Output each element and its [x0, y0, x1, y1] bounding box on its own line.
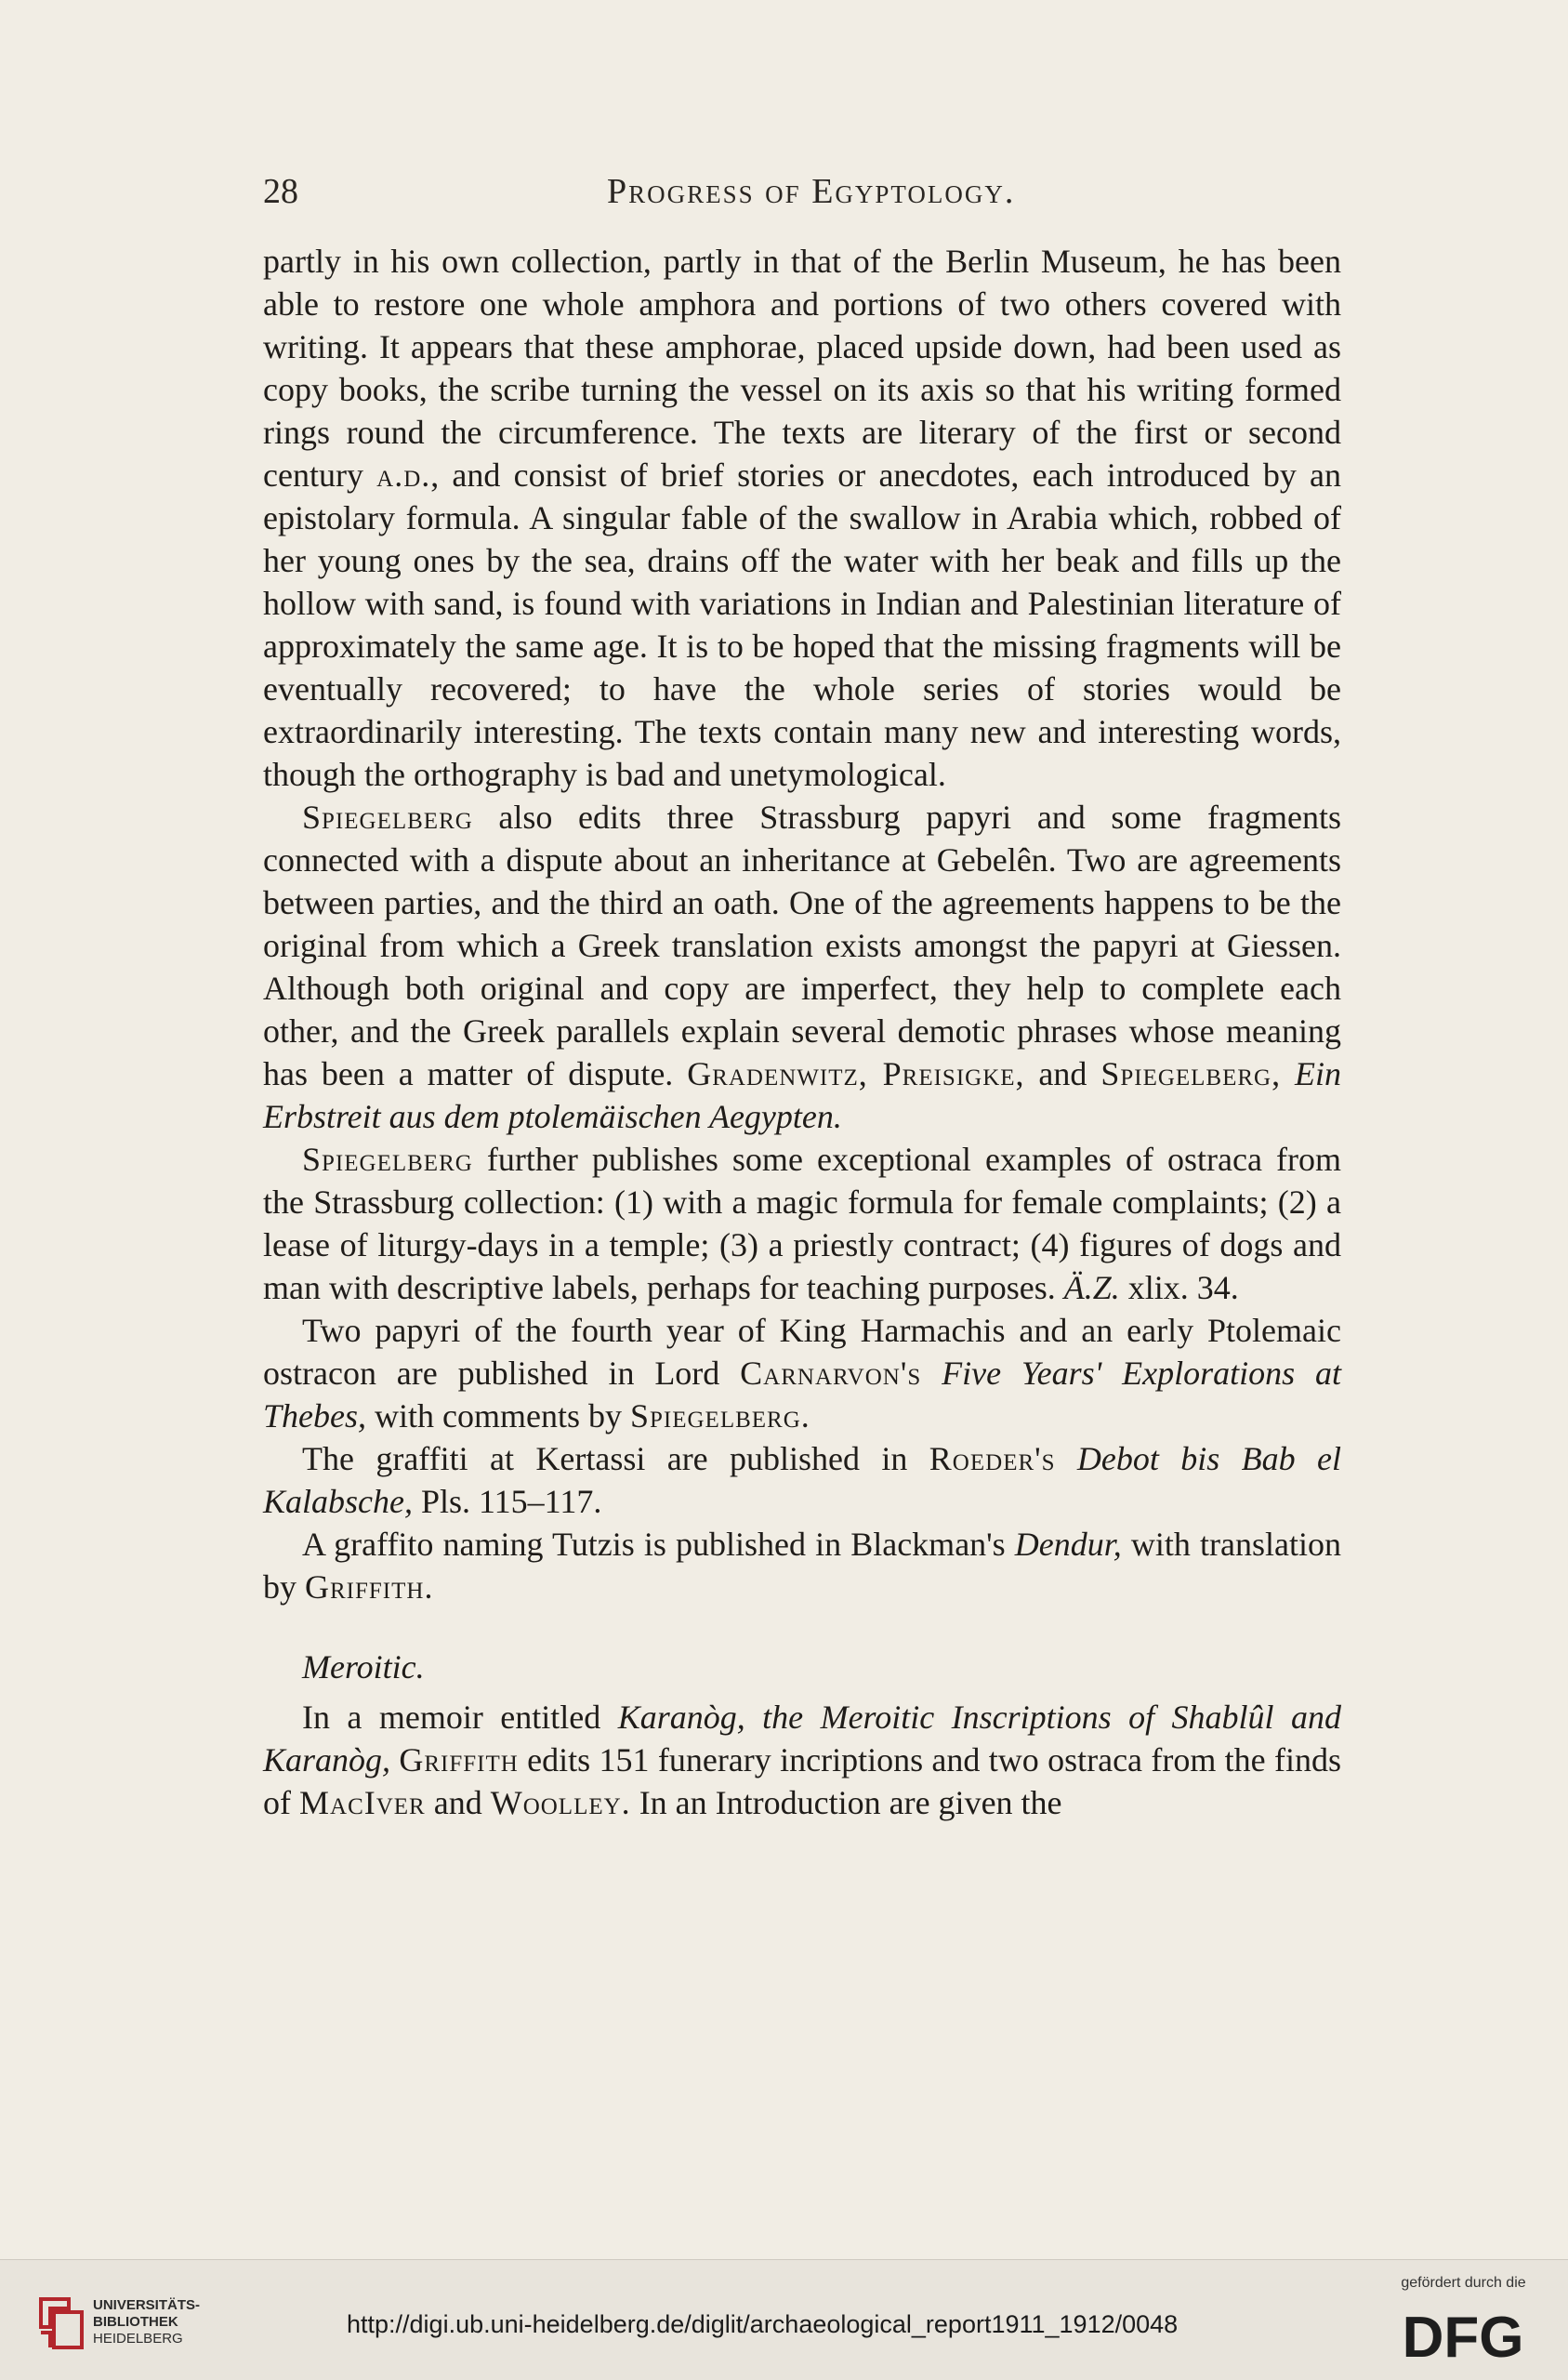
text-run: with comments by [366, 1397, 630, 1435]
italic-text: Ä.Z. [1063, 1269, 1120, 1306]
permalink-url[interactable]: http://digi.ub.uni-heidelberg.de/diglit/archaeological_report1911_1912/0048 [347, 2310, 1179, 2338]
text-run: further publishes some exceptional examples of ostraca from the Strassburg collection: (1) with a magic formula for female complaints; (2) a lease of liturgy-days in a temple; (3) a priestly contract; (4) figures of dogs and man with descriptive labels, perhaps for teaching purposes. [263, 1141, 1341, 1306]
paragraph [263, 796, 1341, 1138]
paragraph [263, 240, 1341, 796]
small-caps-text: Griffith [399, 1741, 519, 1778]
paragraph [263, 1309, 1341, 1437]
library-logo-icon [37, 2295, 86, 2351]
library-name-line3: HEIDELBERG [93, 2331, 183, 2347]
small-caps-text: a.d. [376, 456, 431, 494]
paragraph [263, 1437, 1341, 1523]
dfg-logo-text: DFG [1402, 2306, 1524, 2364]
text-run: edits 151 funerary incriptions and two ostraca from the finds of [263, 1741, 1341, 1821]
text-run [921, 1355, 942, 1392]
italic-text: Debot bis Bab el Kalabsche, [263, 1440, 1342, 1520]
text-run [390, 1741, 399, 1778]
text-run [1056, 1440, 1077, 1477]
italic-text: Ein Erbstreit aus dem ptolemäischen Aegypten. [263, 1055, 1341, 1135]
italic-text: Dendur, [1014, 1526, 1122, 1563]
small-caps-text: Carnarvon's [740, 1355, 922, 1392]
italic-text: Five Years' Explorations at Thebes, [263, 1355, 1342, 1435]
text-run: xlix. 34. [1119, 1269, 1239, 1306]
text-run: Pls. 115–117. [412, 1483, 602, 1520]
text-run: In an Introduction are given the [630, 1784, 1062, 1821]
small-caps-text: Roeder's [929, 1440, 1056, 1477]
body-text [263, 240, 1341, 1824]
small-caps-text: Spiegelberg [302, 1141, 473, 1178]
footer-bar [0, 2259, 1568, 2380]
text-run: In a memoir entitled [302, 1699, 618, 1736]
section-heading [263, 1646, 1341, 1688]
italic-text: Karanòg, the Meroitic Inscriptions of Shablûl and Karanòg, [263, 1699, 1341, 1778]
text-run: Two papyri of the fourth year of King Harmachis and an early Ptolemaic ostracon are published in Lord [263, 1312, 1341, 1392]
text-run: partly in his own collection, partly in that of the Berlin Museum, he has been able to restore one whole amphora and portions of two others covered with writing. It appears that these amphorae, placed upside down, had been used as copy books, the scribe turning the vessel on its axis so that his writing formed rings round the circumference. The texts are literary of the first or second century [263, 243, 1341, 494]
small-caps-text: MacIver [299, 1784, 426, 1821]
paragraph [263, 1696, 1341, 1824]
dfg-logo-icon [1382, 2305, 1545, 2364]
text-run: The graffiti at Kertassi are published in [302, 1440, 929, 1477]
library-name-line1: UNIVERSITÄTS- [93, 2297, 201, 2313]
library-name [93, 2297, 200, 2347]
text-run [1281, 1055, 1295, 1092]
text-run: and [425, 1784, 491, 1821]
library-name-line2: BIBLIOTHEK [93, 2314, 178, 2330]
text-run: A graffito naming Tutzis is published in Blackman's [302, 1526, 1015, 1563]
small-caps-text: Spiegelberg, [1100, 1055, 1282, 1092]
small-caps-text: Spiegelberg [302, 799, 473, 836]
funded-by-label: gefördert durch die [1401, 2275, 1526, 2291]
small-caps-text: Griffith. [305, 1568, 434, 1606]
page-number: 28 [263, 172, 298, 211]
small-caps-text: Spiegelberg. [629, 1397, 810, 1435]
running-title: Progress of Egyptology. [607, 172, 1016, 211]
text-run: and [1024, 1055, 1101, 1092]
text-run: also edits three Strassburg papyri and some fragments connected with a dispute about an inheritance at Gebelên. Two are agreements between parties, and the third an oath. One of the agreements happens to be the original from which a Greek translation exists amongst the papyri at Giessen. Although both original and copy are imperfect, they help to complete each other, and the Greek parallels explain several demotic phrases whose meaning has been a matter of dispute. [263, 799, 1341, 1092]
text-run: Meroitic. [302, 1648, 425, 1686]
paragraph [263, 1523, 1341, 1608]
paragraph [263, 1138, 1341, 1309]
text-run: with translation by [263, 1526, 1342, 1606]
text-run: , and consist of brief stories or anecdotes, each introduced by an epistolary formula. A singular fable of the swallow in Arabia which, robbed of her young ones by the sea, drains off the water with her beak and fills up the hollow with sand, is found with variations in Indian and Palestinian literature of approximately the same age. It is to be hoped that the missing fragments will be eventually recovered; to have the whole series of stories would be extraordinarily interesting. The texts contain many new and interesting words, though the orthography is bad and unetymological. [263, 456, 1341, 793]
small-caps-text: Gradenwitz, Preisigke, [687, 1055, 1025, 1092]
small-caps-text: Woolley. [490, 1784, 631, 1821]
